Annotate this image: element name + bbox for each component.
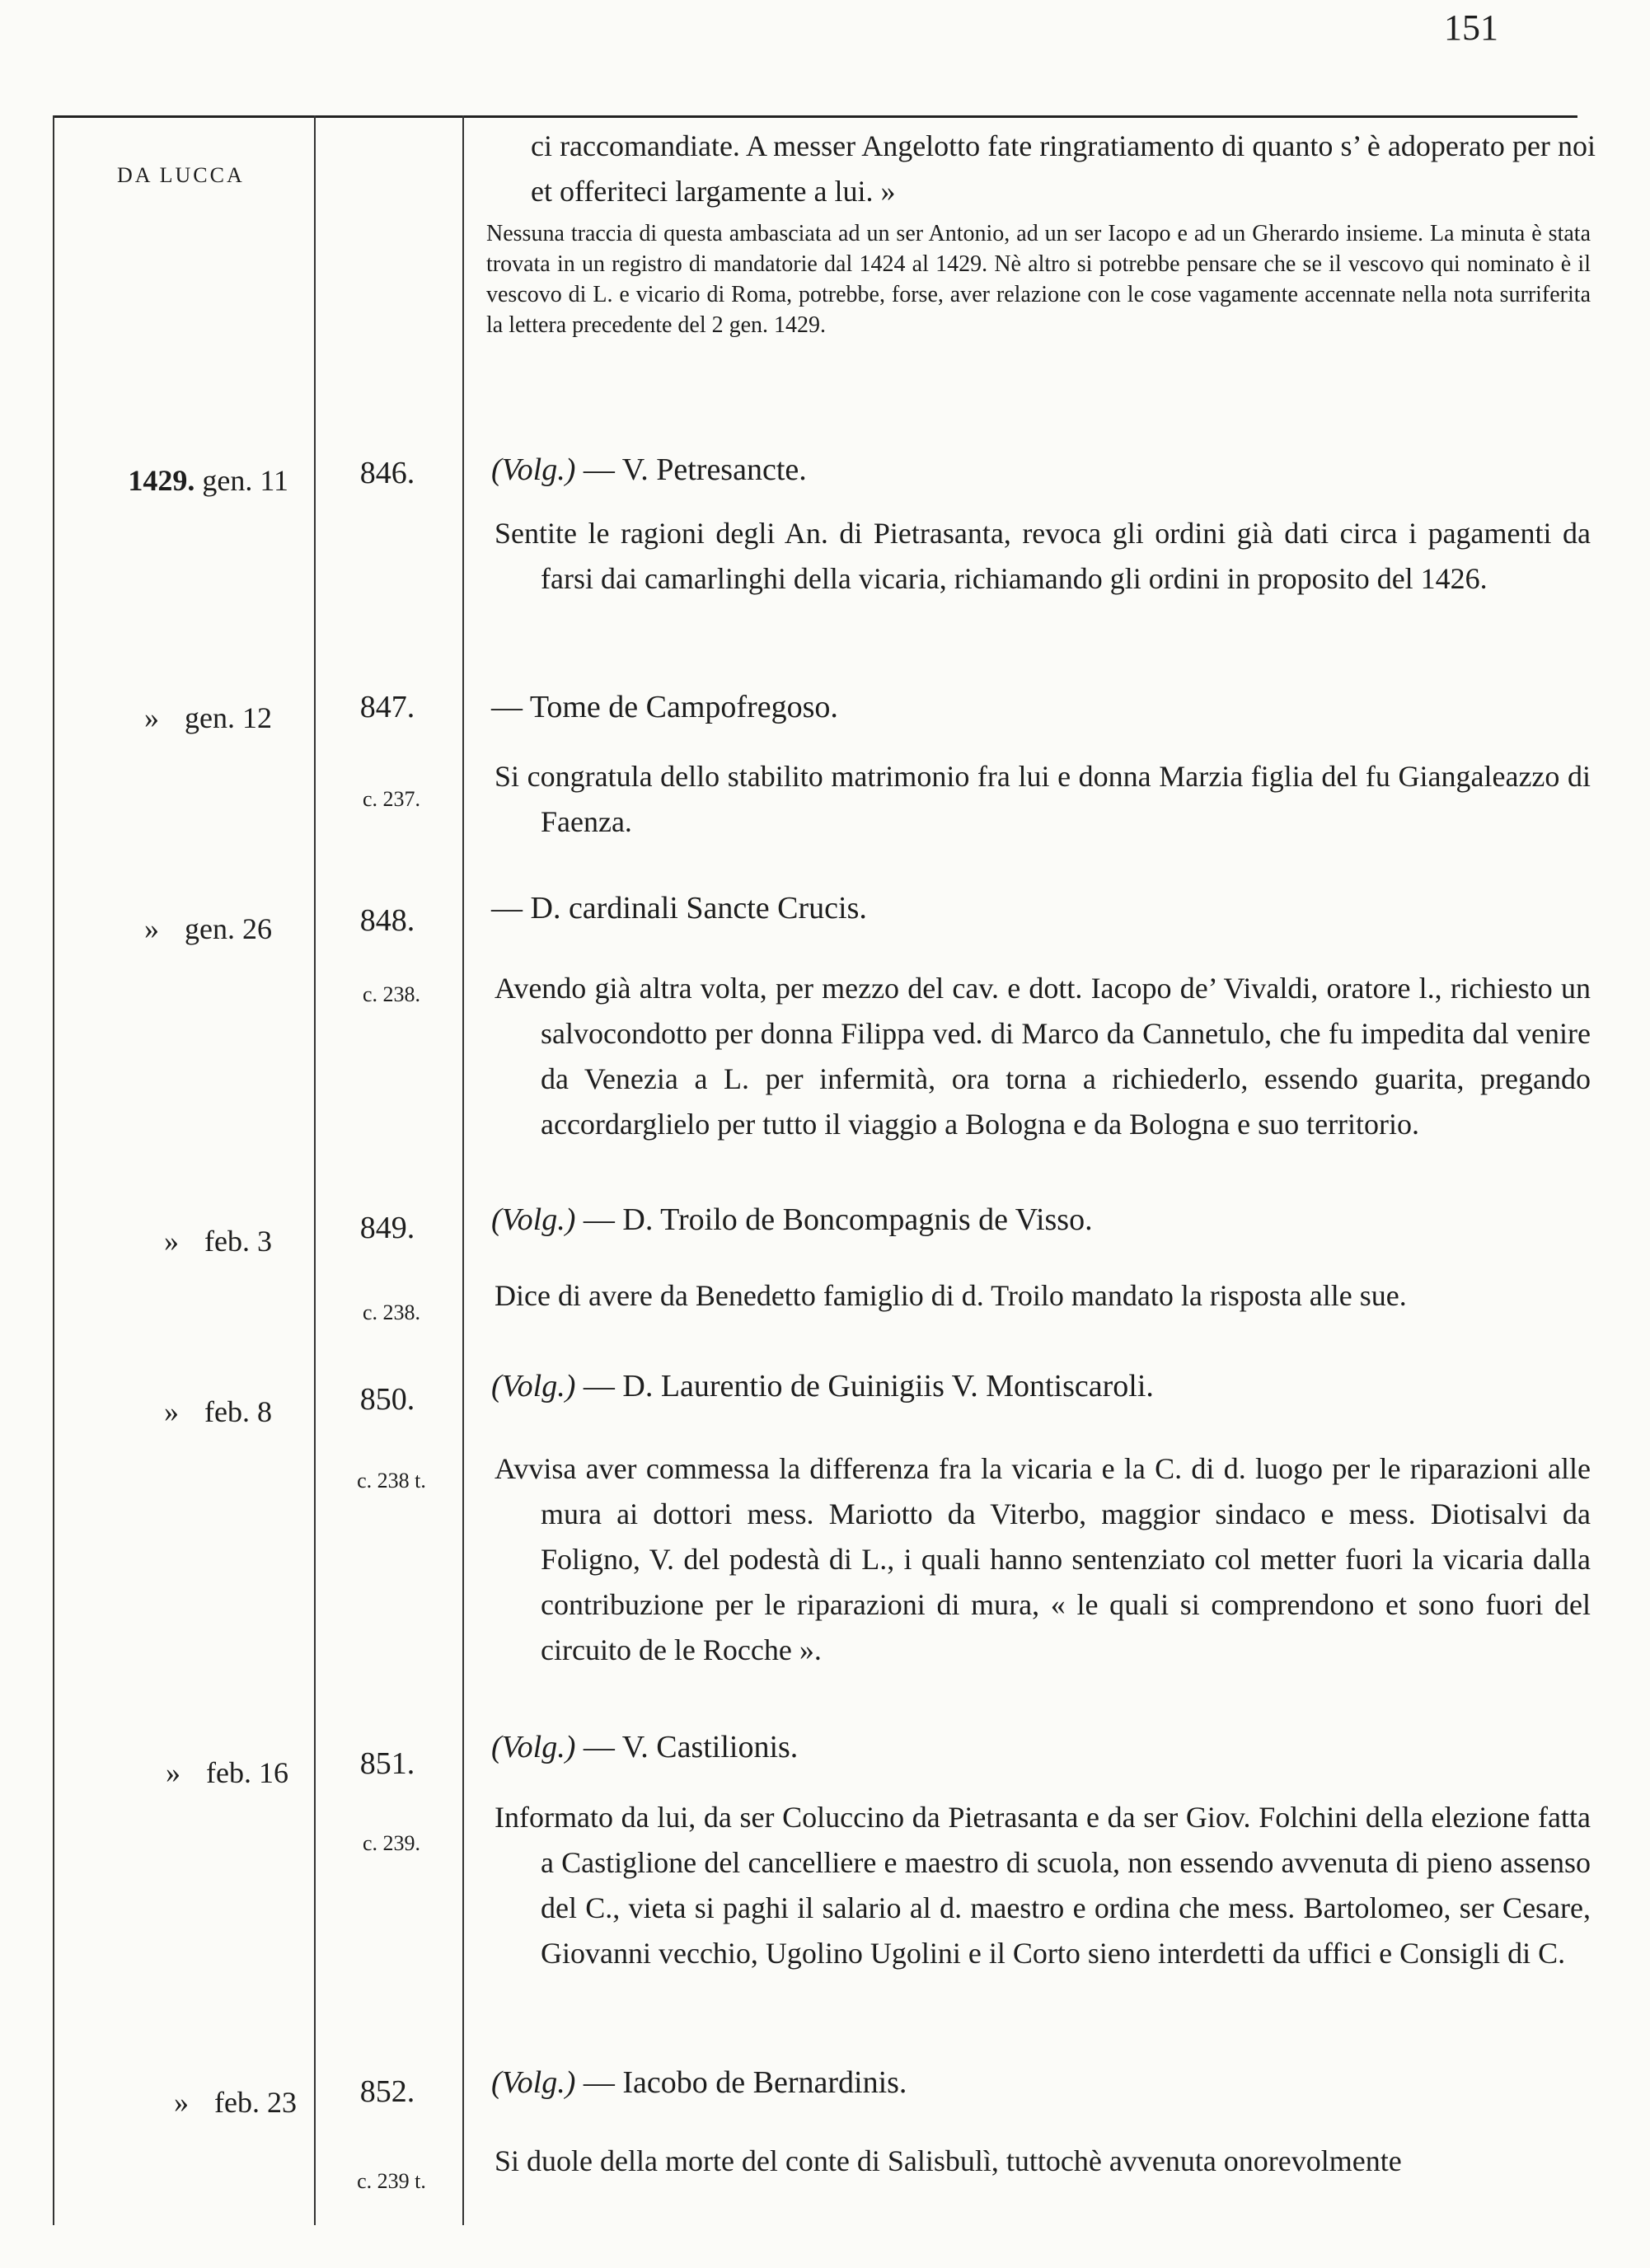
entry-date — [58, 2085, 297, 2120]
entry-number: 849. — [359, 1211, 415, 1245]
entry-summary: Avendo già altra volta, per mezzo del cav. e dott. Iacopo de’ Vivaldi, oratore l., richiesto un salvocondotto per donna Filippa ved. di Marco da Cannetulo, che fu impedita dal venire da Venezia a L. per infermità, ora torna a richiederlo, essendo guarita, pregando accordarglielo per tutto il viaggio a Bologna e da Bologna e suo territorio. — [495, 972, 1591, 1141]
entry-summary: Si congratula dello stabilito matrimonio fra lui e donna Marzia figlia del fu Giangaleazzo di Faenza. — [495, 760, 1591, 838]
entry-title — [491, 890, 1587, 926]
entry-summary: Informato da lui, da ser Coluccino da Pietrasanta e da ser Giov. Folchini della elezione fatta a Castiglione del cancelliere e maestro di scuola, non essendo avvenuta di pieno assenso del C., vieta si paghi il salario al d. maestro e ordina che mess. Bartolomeo, ser Cesare, Giovanni vecchio, Ugolino Ugolini e il Corto sieno interdetti da uffici e Consigli di C. — [495, 1801, 1591, 1970]
entry-volg: (Volg.) — [491, 2065, 576, 2100]
entry-title — [491, 1202, 1587, 1238]
column-rule-middle — [314, 115, 316, 2225]
column-rule-right — [462, 115, 464, 2225]
entry-volg: (Volg.) — [491, 1730, 576, 1764]
entry-title — [491, 1729, 1587, 1765]
entry-number: 848. — [359, 903, 415, 938]
editorial-note: Nessuna traccia di questa ambasciata ad un ser Antonio, ad un ser Iacopo e ad un Gherardo insieme. La minuta è stata trovata in un registro di mandatorie dal 1424 al 1429. Nè altro si potrebbe pensare che se il vescovo qui nominato è il vescovo di L. e vicario di Roma, potrebbe, forse, aver relazione con le cose vagamente accennate nella nota surriferita la lettera precedente del 2 gen. 1429. — [486, 221, 1591, 338]
entry-summary: Si duole della morte del conte di Salisbulì, tuttochè avvenuta onorevolmente — [495, 2144, 1402, 2177]
entry-date — [49, 463, 288, 498]
entry-number: 851. — [359, 1746, 415, 1781]
entry-ditto-mark: » — [164, 1395, 180, 1428]
entry-day: gen. 26 — [185, 912, 272, 945]
entry-day: feb. 16 — [206, 1756, 288, 1789]
entry-number: 852. — [359, 2074, 415, 2109]
entry-title — [491, 452, 1587, 488]
entry-ditto-mark: » — [144, 912, 160, 945]
entry-day: gen. 12 — [185, 701, 272, 734]
entry-summary: Avvisa aver commessa la differenza fra la vicaria e la C. di d. luogo per le riparazioni alle mura ai dottori mess. Mariotto da Viterbo, maggior sindaco e mess. Diotisalvi da Foligno, V. del podestà di L., i quali hanno sentenziato col metter fuori la vicaria dalla contribuzione per le riparazioni di mura, « le quali si comprendono et sono fuori del circuito de le Rocche ». — [495, 1452, 1591, 1666]
entry-title — [491, 1368, 1587, 1404]
running-header: DA LUCCA — [117, 163, 245, 187]
entry-recipient: — D. Troilo de Boncompagnis de Visso. — [583, 1202, 1093, 1237]
entry-number: 846. — [359, 456, 415, 490]
entry-date — [33, 1224, 272, 1258]
entry-ditto-mark: » — [144, 701, 160, 734]
entry-date — [33, 911, 272, 946]
entry-summary: Dice di avere da Benedetto famiglio di d. Troilo mandato la risposta alle sue. — [495, 1279, 1407, 1312]
entry-volg: (Volg.) — [491, 1202, 576, 1237]
entry-folio: c. 237. — [362, 787, 421, 811]
entry-ditto-mark: » — [164, 1225, 180, 1258]
continuation-text: ci raccomandiate. A messer Angelotto fate ringratiamento di quanto s’ è adoperato per noi et offeriteci largamente a lui. » — [531, 129, 1596, 208]
entry-recipient: — Tome de Campofregoso. — [491, 690, 838, 724]
entry-day: gen. 11 — [202, 464, 288, 497]
entry-title — [491, 2064, 1587, 2101]
header-rule — [53, 115, 1577, 118]
entry-folio: c. 239. — [362, 1831, 421, 1855]
entry-recipient: — Iacobo de Bernardinis. — [583, 2065, 907, 2100]
entry-summary: Sentite le ragioni degli An. di Pietrasanta, revoca gli ordini già dati circa i pagamenti da farsi dai camarlinghi della vicaria, richiamando gli ordini in proposito del 1426. — [495, 517, 1591, 595]
page-number: 151 — [1444, 7, 1498, 48]
entry-day: feb. 3 — [204, 1225, 272, 1258]
entry-recipient: — V. Petresancte. — [583, 452, 807, 487]
entry-recipient: — D. cardinali Sancte Crucis. — [491, 891, 867, 925]
entry-day: feb. 23 — [214, 2086, 297, 2119]
entry-date — [49, 1755, 288, 1790]
column-rule-left — [53, 115, 54, 2225]
entry-folio: c. 238. — [362, 982, 421, 1006]
entry-volg: (Volg.) — [491, 1369, 576, 1403]
entry-ditto-mark: » — [166, 1756, 181, 1789]
entry-title — [491, 689, 1587, 725]
entry-folio: c. 238. — [362, 1300, 421, 1324]
entry-volg: (Volg.) — [491, 452, 576, 487]
entry-number: 847. — [359, 690, 415, 724]
entry-recipient: — V. Castilionis. — [583, 1730, 799, 1764]
entry-date — [33, 701, 272, 735]
entry-date — [33, 1394, 272, 1429]
entry-year: 1429. — [128, 464, 195, 497]
entry-folio: c. 239 t. — [357, 2169, 426, 2193]
entry-folio: c. 238 t. — [357, 1469, 426, 1492]
entry-recipient: — D. Laurentio de Guinigiis V. Montiscaroli. — [583, 1369, 1154, 1403]
entry-number: 850. — [359, 1382, 415, 1417]
entry-day: feb. 8 — [204, 1395, 272, 1428]
entry-ditto-mark: » — [174, 2086, 190, 2119]
